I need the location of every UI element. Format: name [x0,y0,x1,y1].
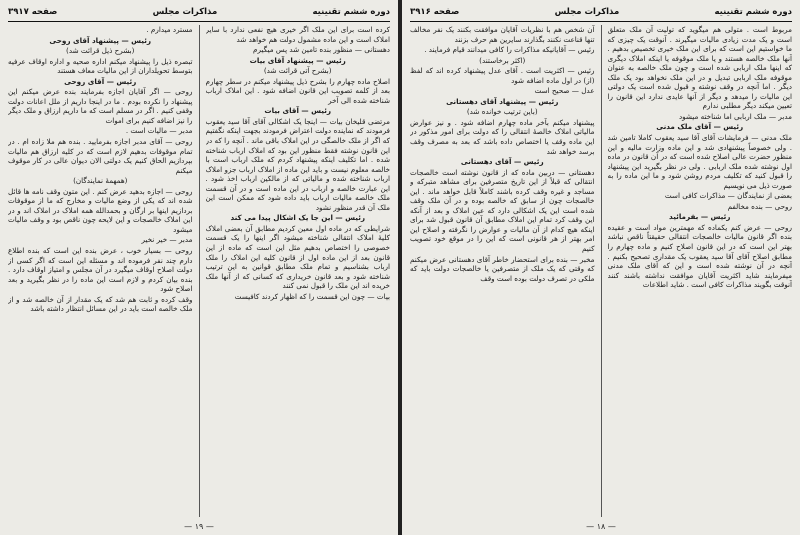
right-header-rule [410,21,792,22]
paragraph: ملک مدنی — فرمایشات آقای آقا سید یعقوب کاملا تامین شد . ولی خصوصاً پیشنهادی شد و این ماده وزارت مالیه و این منظور حضرت عالی اصلاح شده است که در آن قانون در ماده اول نوشته شده ملک اربابی . ولی در نظر بگیرید این پیشنهاد را قبول کنید که تکلیف مردم روشن شود و ما این ماده را به صورت ذیل می نویسیم [607,133,792,190]
paragraph: آن شخص هم با نظریات آقایان موافقت بکنند یک نفر مخالف تنها قناعت نکنند بگذارند سایرین هم حرف بزنند [410,25,595,44]
left-page-column-divider [199,25,200,517]
paragraph: مربوط است . متولی هم میگوید که تولیت آن ملک متعلق است و یک مدت زیادی مالیات میگیرند . آنوقت یک چیزی که ما خواستیم این است که برای این ملک خیری تخصیص بدهیم . آنها ملک خالصه هستند و یا ملک موقوفه یا اینکه املاک دیگری که اینها ملک اربابی شده است و چون ملک خالصه به عنوان موقوفه ملک اربابی تبدیل و در این ملک نخواهد بود یک ملک دیگر . اما آنچه در وقف نوشته و قبول شده است یک دولتی این مالیات را میدهد و دیگر از آنها عایدی ندارد این قانون را تعیین میکند دیگر مطلبی ندارم [607,25,792,111]
paragraph: رئیس — اکثریت است . آقای عدل پیشنهاد کرده اند که لفظ (از) در اول ماده اضافه شود [410,66,595,85]
paragraph: اصلاح ماده چهارم را بشرح ذیل پیشنهاد میکنم در سطر چهارم بعد از کلمه تصویب این قانون اضافه شود . این املاک ارباب شناخته شده الی آخر [205,76,390,105]
right-page-columns [410,25,792,517]
speaker-heading: رئیس — این جا یک اشکال پیدا می کند [230,213,366,223]
paragraph: مسترد میدارم . [146,25,193,34]
paragraph: تبصره ذیل را پیشنهاد میکنم اداره صحیه و اداره اوقاف عرفیه بتوسط تحویلداران از این مالیات معاف هستند [8,56,193,76]
right-page-left-column [410,25,595,517]
speaker-heading: رئیس — پیشنهاد آقای بیات [249,55,346,65]
right-header-title: مذاکرات مجلس [554,7,620,17]
left-header-volume: دوره ششم تقنینیه [312,7,390,17]
speaker-heading: رئیس — آقای دهستانی [460,157,544,167]
speaker-heading: رئیس — پیشنهاد آقای دهستانی [446,96,559,106]
paragraph: بعضی از نمایندگان — مذاکرات کافی است [664,191,792,201]
paragraph: شرایطی که در ماده اول معین کردیم مطابق آن بعضی املاک کلیهٔ املاک انتقالی شناخته میشود اگر اینها را یک قسمت خصوصی را اختصاص بدهیم مثل این است که ماده از این قانون بعد از این ماده اول از قانون کلیه این املاک را ملک ارباب بشناسیم و تمام ملک مطابق قوانین به این ترتیب شناخته شود و بعد قانون خریداری که کسانی که از آنها ملک خریده اند این ملک را قبول نمی کنند [205,223,390,291]
paragraph: مدبر — خیر نخیر [141,235,193,245]
paragraph: روحی — عرض کنم یکماده که مهمترین مواد است و عقیده بنده اگر قانون مالیات خالصجات انتقالی حقیقتاً ناقص نباشد بهتر این است که در این قانون اصلاح کنیم و ماده چهارم را مطابق اصلاح آقای آقا سید یعقوب یک مقداری تصحیح بکنیم . آنچه در آن نوشته شده است و این که آقای ملک مدنی میفرمایند شاید اکثریت آقایان موافقت نداشته باشند کنند آنوقت بگویند مذاکرات کافی است . شاید اطلاعات [607,222,792,290]
left-page-left-column [8,25,193,517]
left-header-rule [8,21,390,22]
left-page-header [8,5,390,19]
right-page [402,0,800,535]
parenthetical-note: (بشرح ذیل قرائت شد) [66,46,135,56]
paragraph: روحی — آقای مدبر اجازه بفرمایید . بنده هم ملا زاده ام . در تمام موقوفات بدهیم لازم است که در کلیه ارزاق هم مالیات بپردازیم الحاق کنیم یک دولتی الان دیوان عالی در کار موقوف میکنم [8,137,193,175]
paragraph: عدل — صحیح است [534,86,595,96]
left-page [0,0,398,535]
left-page-right-column [206,25,391,517]
paragraph: کرده است برای این ملک اگر خیری هیچ نفعی ندارد با سایر املاک است و این ماده مشمول دولت هم خواهد شد [205,25,390,44]
parenthetical-note: (بشرح آتی قرائت شد) [263,66,332,76]
paragraph: مدبر — مالیات است . [125,126,193,136]
paragraph: پیشنهاد میکنم بآخر ماده چهارم اضافه شود . و نیز عوارض مالیاتی املاک خالصهٔ انتقالی را که دولت برای امور مذکور در این ماده وقف یا اختصاص داده باشد که بعد به مصرف وقف برسد خواهد شد [410,117,595,156]
right-header-page-number: صفحه ۳۹۱۶ [410,7,460,17]
paragraph: دهستانی — منظور بنده تامین شد پس میگیرم [253,45,390,55]
speaker-heading: رئیس — آقای ملک مدنی [656,122,744,132]
parenthetical-note: (اکثر برخاستند) [479,55,526,65]
right-page-column-divider [601,25,602,517]
left-page-columns [8,25,390,517]
left-page-footer: — ۱۹ — [184,522,214,531]
speaker-heading: رئیس — پیشنهاد آقای روحی [49,35,152,45]
paragraph: وقف کرده و ثابت هم شد که یک مقدار از آن خالصه شد و از ملک خالصه است باید در این مسائل انتظار داشته باشد [8,294,193,314]
paragraph: رئیس — آقایانیکه مذاکرات را کافی میدانند قیام فرمایند . [424,45,595,55]
speaker-heading: رئیس — آقای روحی [64,76,137,86]
right-page-footer: — ۱۸ — [586,522,616,531]
paragraph: روحی — اجازه بدهید عرض کنم . این متون وقف نامه ها قائل شده اند که یکی از وضع مالیات و مخارج که ما از موقوفات بردازیم اینها بر ارگان و بحمدالله همه املاک در املاک اند و در این املاک خالصجات و این لایحه چون ناقص بود و وقف مالیات میشود [8,186,193,234]
paragraph: مرتضی قلیخان بیات — اینجا یک اشکالی آقای آقا سید یعقوب فرمودند که نماینده دولت اعتراض فرمودند بجهت اینکه نگفتیم که اگر از ملک خالصگی در این املاک باقی ماند . آنچه را که در این قانون نوشته فقط منظور این بود که املاک ارباب شناخته شده . اما تکلیف اینکه پیشنهاد کردم که ملک ارباب است با خالصه معلوم نیست و باید این ماده از املاک ارباب جزو املاک ارباب شناخته شده و مالیاتی که از مالکین ارباب اخذ شود . این عبارت خالصه و ارباب در این ماده است و در آن قسمت ملک خالصه مالیات ارباب باید داده شود که ممکن است این ملک آن قدر منظور نشود [205,116,390,212]
paragraph: دهستانی — دربین ماده که از قانون نوشته است خالصجات انتقالی که قبلاً از این تاریخ متصرفین برای مشاهد متبرکه و مساجد و غیره وقف کرده باشند کاملاً قابل خواهد ماند . این خالصجات چون از سابق که خالصه بوده و در آن ملک وقف شده است این یک اشکالی دارد که عین املاک و بعد از آنکه این وقف کرد تمام این املاک مطابق آن قانون قبول شد برای اینکه هیچ کدام از آن مالیات و عوارض را نگرفته و اصلاح این امر بهتر از هر قانونی است که این را در موقع خود تصویب کنیم [410,167,595,254]
speaker-heading: رئیس — بفرمائید [669,212,731,222]
paragraph: مخبر — بنده برای استحضار خاطر آقای دهستانی عرض میکنم که وقتی که یک ملک از متصرفین یا خالصجات دولت باید که ملکی در تصرف دولت بوده است وقف [410,254,595,283]
speaker-heading: رئیس — آقای بیات [264,106,332,116]
paragraph: بیات — چون این قسمت را که اظهار کردند کافیست [234,291,390,301]
right-page-header [410,5,792,19]
right-header-volume: دوره ششم تقنینیه [714,7,792,17]
parenthetical-note: (باین ترتیب خوانده شد) [466,107,538,117]
paragraph: مدبر — ملک اربابی اما شناخته میشود [678,111,792,121]
paragraph: روحی — بنده مخالفم [727,201,792,211]
parenthetical-note: (همهمهٔ نمایندگان) [73,176,128,186]
left-header-page-number: صفحه ۳۹۱۷ [8,7,58,17]
paragraph: روحی — اگر آقایان اجازه بفرمایند بنده عرض میکنم این پیشنهاد را نکرده بودم . ما در اینجا داریم از ملل اعانات دولت وقفی کنیم . اگر در مسلم است که ما داریم ارزاق و ملک دیگر را نیز اضافه کنیم برای اموات [8,87,193,125]
left-header-title: مذاکرات مجلس [152,7,218,17]
right-page-right-column [608,25,793,517]
paragraph: روحی — بسیار خوب ، عرض بنده این است که بنده اطلاع دارم چند نفر فرموده اند و مسئله این است که اگر کسی از دولت اصلاح اوقاف میگیرد در آن مجلس و امتیاز اوقاف دارد . بنده بیان کردم و لازم است این ماده را در نظر بگیرید و بعد اصلاح شود [8,246,193,294]
